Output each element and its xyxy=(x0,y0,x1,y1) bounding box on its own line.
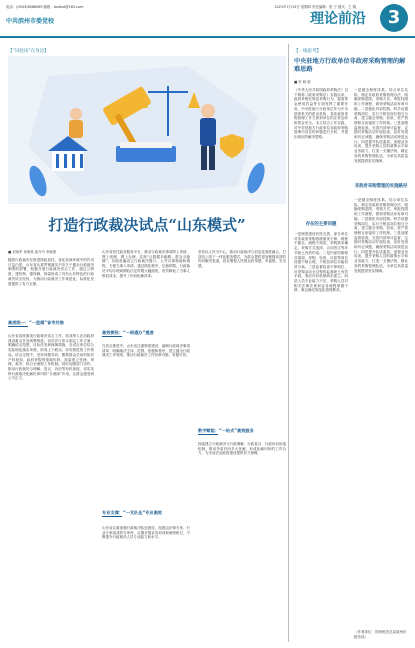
justice-illustration xyxy=(8,56,286,204)
left-subhead-2-text: 高效便民：“一网通办”提速 xyxy=(102,330,154,335)
left-subhead-2 xyxy=(102,330,190,337)
subhead-underline xyxy=(102,336,122,337)
book-icon xyxy=(116,142,176,162)
right-section-1-body: 一是制度建设有待完善。部分单位对非政府采购管理重视不够，制度不健全、流程不规范，采购需求确定、采购方式选择、合同签订等环节缺乏有效约束。二是内部控制相对薄弱，采购、验收、付款等岗位设置不够合理，不相容岗位未能有效分离。三是监督检查不够到位，对采购活动全过程的监督缺乏有效手段，事后评价机制尚未建立。四是人员专业能力不足，采购人员对相关法律法规和业务流程掌握不够，难以满足规范化管理要求。 xyxy=(294,232,348,293)
left-subhead-3 xyxy=(102,510,190,517)
subhead-underline xyxy=(198,434,218,435)
masthead-date-editors: 2021年7月15日 星期四 责任编辑：张 宁 版式：王 娟 xyxy=(274,5,356,9)
left-subhead-1-text: 高度统一：“一盘棋”省市共推 xyxy=(8,320,64,325)
left-col2-body-a: 山东省依托政务服务平台，推动行政裁决事项网上申请、网上受理、网上办理，实现“让数据多跑路、群众少跑腿”。各地普遍设立行政裁决窗口，公开办事指南和流程，方便当事人申请。通过简化程序、压缩时限，行政裁决平均办理周期较法定时限大幅缩短，有效降低了当事人维权成本，提升了纠纷化解效率。 xyxy=(102,250,190,278)
masthead xyxy=(0,0,415,38)
left-section-4-body: 山东省注重加强行政裁决队伍建设，组建由法律专家、行业专家组成的专家库，定期开展业务培训和案例研讨，不断提升行政裁决人员专业能力和水平。 xyxy=(102,526,190,540)
left-col3-body-b: 探索建立行政裁决与行政调解、行政复议、行政诉讼衔接机制，推动矛盾纠纷多元化解，形成化解纠纷的工作合力，为全省法治政府建设提供有力保障。 xyxy=(198,442,286,456)
subhead-underline xyxy=(8,326,28,327)
right-section-2-body: 一是健全制度体系。结合单位实际，制定非政府采购管理办法，明确采购范围、采购方式、审批权限和工作流程，做到采购活动有章可循。二是强化内部控制。科学设置采购岗位，实行不相容岗位相互分离，建立健全采购、验收、资产管理相互衔接的工作机制。三是加强监督检查。完善内部审计监督，定期对采购活动开展检查，及时发现和纠正问题，确保采购活动规范运行。四是提升队伍素质。加强业务培训，提升采购人员的政策水平和业务能力，打造一支懂法规、精业务的采购管理队伍，为单位高质量发展提供坚实保障。 xyxy=(354,198,408,273)
section-title: 理论前沿 xyxy=(310,11,366,27)
subhead-underline xyxy=(102,516,122,517)
right-subhead-1: 存在的主要问题 xyxy=(305,222,337,227)
person-seated-icon xyxy=(69,108,83,138)
right-headline: 中央驻地方行政单位非政府采购管理的解难思路 xyxy=(294,58,406,74)
left-rubric: 【“试验田”在身边】 xyxy=(8,49,49,54)
right-rubric: 【一线思考】 xyxy=(294,49,321,54)
hero-illustration xyxy=(8,56,286,204)
right-intro: 《中华人民共和国政府采购法》以下简称《政府采购法》实施以来，政府采购在规范采购行为、提高资金使用效益等方面发挥了重要作用。中央驻地方行政单位作为中央国家机关的派出机构，其非政府采购管理工作关系到单位的正常运转和资金安全。本文结合工作实践，对中央驻地方行政单位非政府采购管理中存在的问题进行分析，并提出相应的解决思路。 xyxy=(294,88,348,140)
page-number-badge: 3 xyxy=(380,4,408,32)
left-subhead-5 xyxy=(198,428,286,435)
left-byline: ■ 宋晓军 徐海燕 曲丹丹 李晓燕 xyxy=(8,250,57,254)
left-subhead-5-text: 数字赋能：“一站式”高效服务 xyxy=(198,428,254,433)
masthead-paper-name: 中共滨州市委党校 xyxy=(6,18,55,25)
left-headline: 打造行政裁决试点“山东模式” xyxy=(48,216,246,234)
left-col3-body-a: 坚持以人民为中心，推动行政裁决与信息化深度融合，打造线上线下一体化服务模式，为群众提供更加便捷高效的纠纷解决渠道，切实增强人民群众获得感、幸福感、安全感。 xyxy=(198,250,286,269)
left-subhead-3-text: 专业支撑：“一支队伍”专业高效 xyxy=(102,510,162,515)
right-author: ■ 张 晓 敏 xyxy=(294,80,311,84)
masthead-contact: 电话：(0543)6066069 邮箱：bzrbsd@163.com xyxy=(6,5,84,9)
left-intro: 随着行政裁决在推进简政放权、优化营商环境中的作用日益凸显，山东省认真贯彻落实中央关于健全行政裁决制度的部署，积极开展行政裁决试点工作，通过立制度、建机制、强保障，探索形成了具有山东特色的行政裁决试点经验，为推动行政裁决工作规范化、标准化发展提供了有力支撑。 xyxy=(8,258,94,286)
left-section-2-body: 在试点推进中，山东省注重制度建设，编制行政裁决事项清单，明确裁决主体、范围、依据和程序，建立健全行政裁决工作规则，推动行政裁决工作有章可循、有据可依。 xyxy=(102,344,190,358)
column-divider xyxy=(288,44,289,642)
right-closing: （作者单位：国家税务总局滨州市税务局） xyxy=(354,630,407,639)
right-subhead-2: 非政府采购管理的实施路径 xyxy=(354,184,408,189)
right-col2-body-a: 一是健全制度体系。结合单位实际，制定非政府采购管理办法，明确采购范围、采购方式、审批权限和工作流程，做到采购活动有章可循。二是强化内部控制。科学设置采购岗位，实行不相容岗位相互分离，建立健全采购、验收、资产管理相互衔接的工作机制。三是加强监督检查。完善内部审计监督，定期对采购活动开展检查，及时发现和纠正问题，确保采购活动规范运行。四是提升队伍素质。加强业务培训，提升采购人员的政策水平和业务能力，打造一支懂法规、精业务的采购管理队伍，为单位高质量发展提供坚实保障。 xyxy=(354,88,408,163)
left-subhead-1 xyxy=(8,320,94,327)
left-section-1-body: 山东省高度重视行政裁决试点工作，将其纳入法治政府建设重点任务统筹推进。省司法厅牵头制定工作方案，明确试点范围、目标任务和保障措施，各试点单位结合实际细化落实举措，形成上下联动、协同推进的工作格局。试点过程中，坚持问题导向，聚焦群众关切的知识产权侵权、政府采购等领域纠纷，探索建立受理、审理、裁决、执行全流程工作机制。同时加强部门协作，推动行政裁决与调解、复议、诉讼等有机衔接，切实发挥行政裁决化解民事纠纷“分流阀”作用，让群众感受到公平正义。 xyxy=(8,334,94,381)
